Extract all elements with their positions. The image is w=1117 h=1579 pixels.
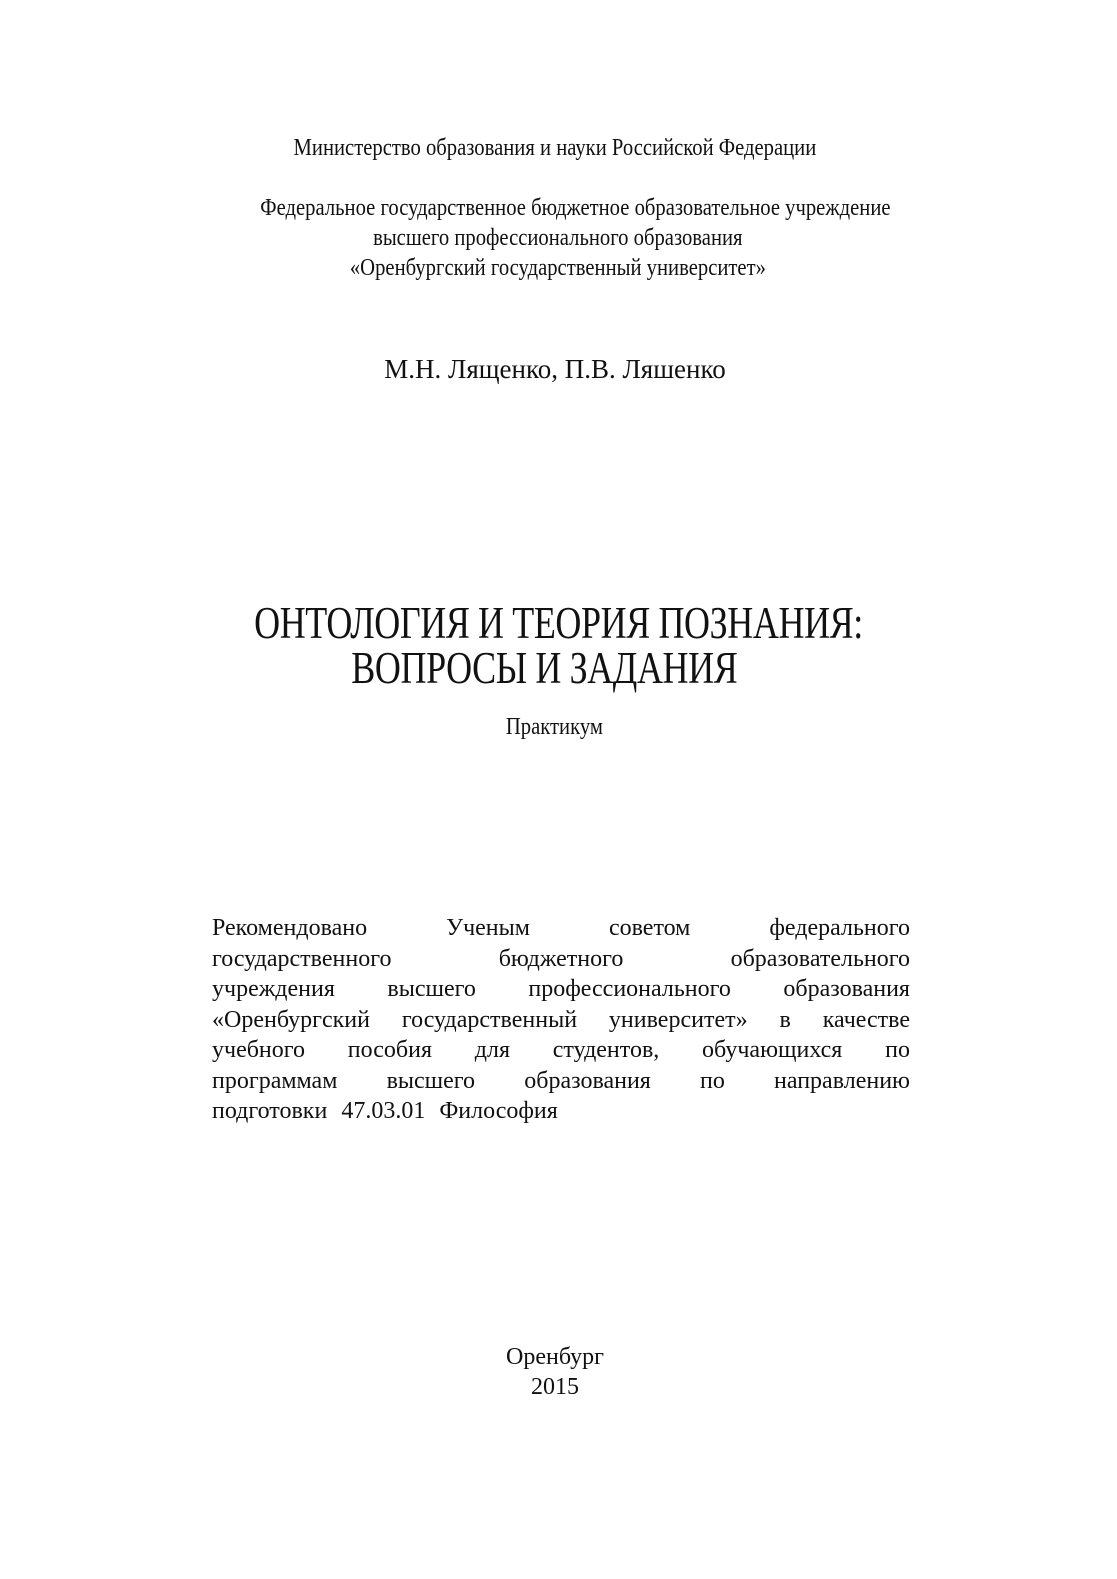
word: бюджетного xyxy=(498,945,624,972)
recommendation-line xyxy=(212,1096,910,1127)
word: студентов, xyxy=(552,1037,660,1063)
recommendation-line xyxy=(212,1066,910,1097)
word: государственный xyxy=(401,1006,578,1033)
specialty-code: 47.03.01 xyxy=(341,1098,426,1124)
word: для xyxy=(474,1037,510,1063)
recommendation-line xyxy=(212,1005,910,1036)
word: федерального xyxy=(769,915,910,941)
book-title-text-2: ВОПРОСЫ И ЗАДАНИЯ xyxy=(351,643,738,693)
word: по xyxy=(885,1037,910,1063)
word: направлению xyxy=(774,1067,910,1094)
book-title-line-2 xyxy=(0,645,1103,691)
word: университет» xyxy=(608,1006,748,1033)
word: образования xyxy=(783,976,910,1002)
word: советом xyxy=(608,915,691,941)
word: в xyxy=(779,1006,791,1033)
word: пособия xyxy=(347,1037,432,1063)
publication-city: Оренбург xyxy=(506,1344,604,1370)
word: по xyxy=(700,1067,725,1094)
recommendation-line xyxy=(212,1035,910,1066)
word: учреждения xyxy=(212,976,335,1002)
word: высшего xyxy=(387,976,476,1002)
institution-line-2 xyxy=(0,223,1115,253)
word: Ученым xyxy=(446,915,530,941)
recommendation-line xyxy=(212,974,910,1005)
ministry-text: Министерство образования и науки Российской Федерации xyxy=(293,135,817,161)
word: качестве xyxy=(822,1006,910,1033)
specialty-name: Философия xyxy=(439,1098,558,1124)
authors: М.Н. Лященко, П.В. Ляшенко xyxy=(384,354,726,384)
recommendation-block xyxy=(212,913,910,1127)
institution-line-3 xyxy=(0,253,1115,283)
institution-text-3: «Оренбургский государственный университет» xyxy=(349,255,766,281)
word: государственного xyxy=(212,945,392,972)
subtitle-text: Практикум xyxy=(505,714,603,740)
word: профессионального xyxy=(528,976,731,1002)
word: учебного xyxy=(212,1037,306,1063)
word: Рекомендовано xyxy=(212,915,368,941)
institution-text-1: Федеральное государственное бюджетное образовательное учреждение xyxy=(259,195,891,221)
institution-text-2: высшего профессионального образования xyxy=(372,225,743,251)
subtitle xyxy=(0,712,1108,742)
recommendation-line xyxy=(212,944,910,975)
recommendation-line xyxy=(212,913,910,944)
word: «Оренбургский xyxy=(212,1006,370,1033)
word: программам xyxy=(212,1067,338,1094)
institution-line-1 xyxy=(0,193,1117,223)
book-title-text-1: ОНТОЛОГИЯ И ТЕОРИЯ ПОЗНАНИЯ: xyxy=(254,598,863,648)
book-title-line-1 xyxy=(0,600,1117,646)
publication-year: 2015 xyxy=(531,1374,579,1400)
word: обучающихся xyxy=(702,1037,843,1063)
ministry-heading xyxy=(0,133,1110,163)
word: высшего xyxy=(386,1067,476,1094)
word: образования xyxy=(524,1067,651,1094)
word: образовательного xyxy=(730,945,910,972)
word: подготовки xyxy=(212,1098,328,1124)
